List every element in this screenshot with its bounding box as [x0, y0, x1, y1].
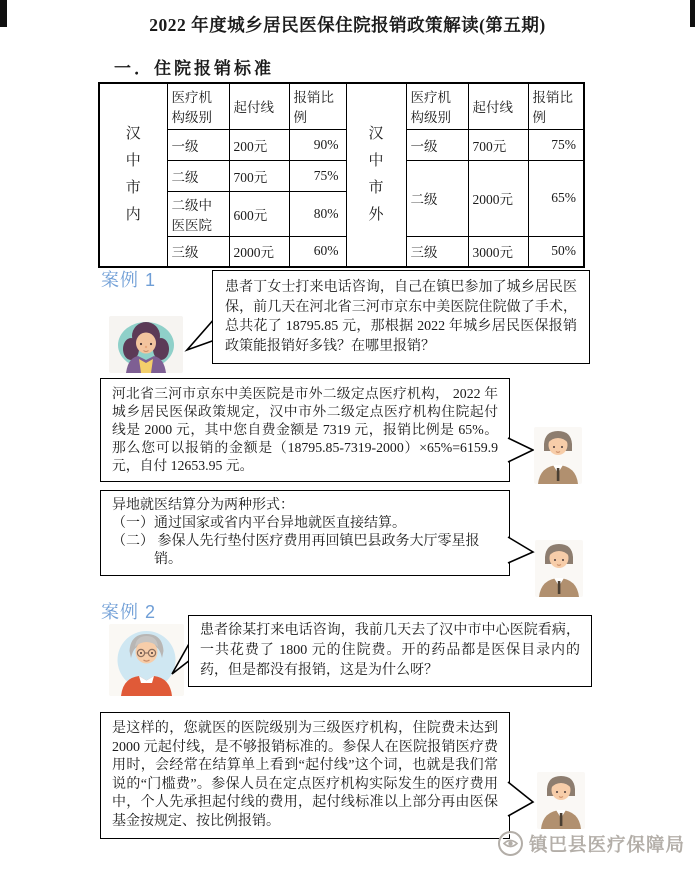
region-label-inside: 汉中市内	[99, 83, 167, 267]
male-staff-avatar-icon	[537, 772, 585, 829]
case2-question-text: 患者徐某打来电话咨询，我前几天去了汉中市中心医院看病，一共花费了 1800 元的住院费。开的药品都是医保目录内的药，但是都没有报销，这是为什么呀？	[200, 623, 580, 678]
table-cell: 700元	[229, 160, 289, 191]
table-cell: 90%	[289, 129, 346, 160]
table-header: 医疗机构级别	[406, 83, 468, 129]
answer1-bubble	[100, 378, 510, 482]
case1-question-text: 患者丁女士打来电话咨询，自己在镇巴参加了城乡居民医保，前几天在河北省三河市京东中美医院住院做了手术，总共花了 18795.85 元，那根据 2022 年城乡居民医保报销政策能报销好多钱？在哪里报销？	[225, 280, 577, 354]
table-cell: 75%	[528, 129, 584, 160]
table-cell: 3000元	[468, 236, 528, 267]
table-cell: 2000元	[229, 236, 289, 267]
page-title: 2022 年度城乡居民医保住院报销政策解读(第五期)	[149, 15, 546, 35]
speech-tail-right	[506, 780, 536, 818]
table-cell: 三级	[167, 236, 229, 267]
table-header: 起付线	[468, 83, 528, 129]
table-cell: 三级	[406, 236, 468, 267]
table-cell: 二级中医医院	[167, 191, 229, 236]
table-cell: 2000元	[468, 160, 528, 236]
table-cell: 700元	[468, 129, 528, 160]
case1-question-bubble	[212, 270, 590, 364]
reimbursement-table	[98, 82, 585, 268]
table-cell: 一级	[406, 129, 468, 160]
speech-tail-right	[506, 535, 536, 565]
table-cell: 一级	[167, 129, 229, 160]
answer1-text: 河北省三河市京东中美医院是市外二级定点医疗机构， 2022 年城乡居民医保政策规定，汉中市外二级定点医疗机构住院起付线是 2000 元，其中您自费金额是 7319 元，报销比例是 65%。那么您可以报销的金额是（18795.85-7319-2000）×65%=6159.9 元，自付 12653.95 元。	[112, 386, 498, 473]
table-header: 报销比例	[289, 83, 346, 129]
speech-tail-right	[506, 436, 536, 464]
answer3-bubble	[100, 712, 510, 839]
answer2-bubble	[100, 490, 510, 576]
table-header: 起付线	[229, 83, 289, 129]
answer3-text: 是这样的，您就医的医院级别为三级医疗机构，住院费未达到 2000 元起付线，是不够报销标准的。参保人在医院报销医疗费用时，会经常在结算单上看到“起付线”这个词，也就是我们常说的“门槛费”。参保人员在定点医疗机构实际发生的医疗费用中，个人先承担起付线的费用，起付线标准以上部分再由医保基金按规定、按比例报销。	[112, 721, 498, 829]
section-heading: 一．住院报销标准	[114, 59, 274, 78]
case2-label: 案例 2	[101, 602, 157, 622]
table-cell: 50%	[528, 236, 584, 267]
table-header: 医疗机构级别	[167, 83, 229, 129]
male-staff-avatar-icon	[534, 427, 582, 484]
table-cell: 二级	[406, 160, 468, 236]
region-label-outside: 汉中市外	[346, 83, 406, 267]
footer-branding	[497, 830, 685, 857]
answer2-line: （二） 参保人先行垫付医疗费用再回镇巴县政务大厅零星报销。	[112, 534, 480, 567]
round-emblem-icon	[497, 830, 524, 857]
case2-question-bubble	[188, 615, 592, 687]
table-cell: 65%	[528, 160, 584, 236]
table-cell: 二级	[167, 160, 229, 191]
org-name: 镇巴县医疗保障局	[529, 833, 686, 855]
case1-label: 案例 1	[101, 270, 157, 290]
table-cell: 200元	[229, 129, 289, 160]
table-cell: 75%	[289, 160, 346, 191]
woman-avatar-icon	[109, 316, 183, 373]
table-header: 报销比例	[528, 83, 584, 129]
answer2-line: 异地就医结算分为两种形式：	[112, 498, 294, 513]
table-cell: 600元	[229, 191, 289, 236]
table-cell: 80%	[289, 191, 346, 236]
answer2-line: （一）通过国家或省内平台异地就医直接结算。	[112, 516, 406, 531]
male-staff-avatar-icon	[535, 540, 583, 597]
table-cell: 60%	[289, 236, 346, 267]
